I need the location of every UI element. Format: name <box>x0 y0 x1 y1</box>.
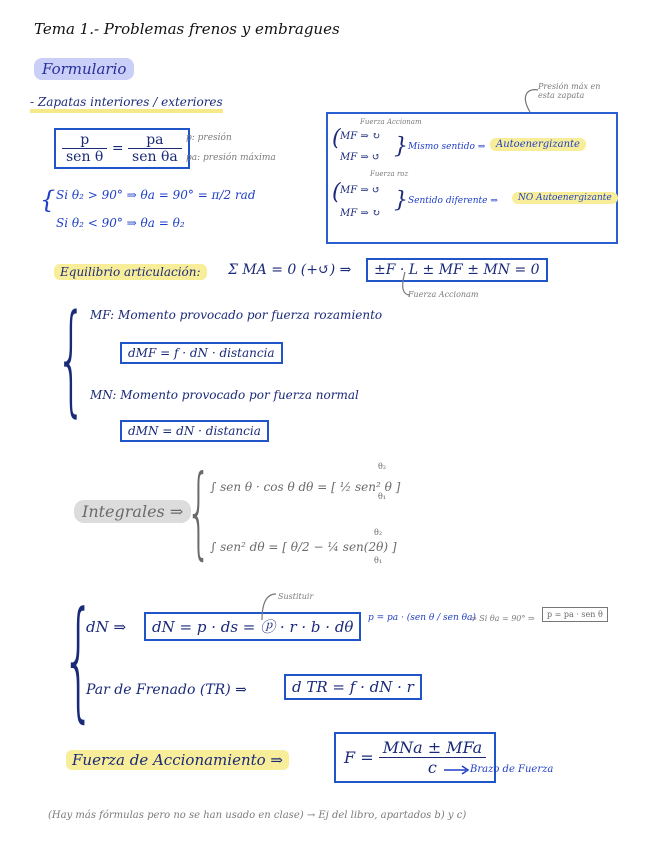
p-case: ⇒ Si θa = 90° ⇒ <box>470 614 535 623</box>
zapatas-heading: - Zapatas interiores / exteriores <box>30 95 223 113</box>
pressure-ratio-box: $\frac{p}{\text{sen θ}}$ = $\frac{pa}{\text{sen θa}}$ <box>54 128 190 169</box>
case-2: Si θ₂ < 90° ⇒ θa = θ₂ <box>56 216 185 230</box>
sustituir-note: Sustituir <box>278 592 314 601</box>
ratio-den2: sen θa <box>132 149 178 165</box>
brace-right2: } <box>394 188 408 213</box>
brace-right1: } <box>394 134 408 159</box>
cases-brace: { <box>40 186 56 214</box>
moments-brace: { <box>56 290 87 429</box>
g1-description: Mismo sentido ⇒ <box>408 142 486 152</box>
par-boxed: d TR = f · dN · r <box>284 674 422 700</box>
g2-mf: MF ⇒ ↺ <box>340 185 381 196</box>
g1-mf: MF ⇒ ↻ <box>340 131 381 142</box>
g2-result: NO Autoenergizante <box>512 192 618 204</box>
g2-description: Sentido diferente ⇒ <box>408 196 498 206</box>
p-definition: p: presión <box>186 133 232 143</box>
brazo-note: Brazo de Fuerza <box>470 764 554 775</box>
fuerza-den: c <box>427 758 437 777</box>
footer-note: (Hay más fórmulas pero no se han usado en clase) → Ej del libro, apartados b) y c) <box>48 810 467 821</box>
pa-definition: pa: presión máxima <box>186 153 276 163</box>
g1-result: Autoenergizante <box>490 138 586 151</box>
fuerza-label: Fuerza de Accionamiento ⇒ <box>66 750 289 770</box>
case-1: Si θ₂ > 90° ⇒ θa = 90° = π/2 rad <box>56 188 256 202</box>
lim-high-1: θ₂ <box>378 462 387 471</box>
presion-arrow-icon <box>525 90 538 112</box>
section-formulario: Formulario <box>34 58 134 80</box>
integral-2: ∫ sen² dθ = [ θ/2 − ¼ sen(2θ) ] <box>210 540 397 554</box>
accionam-arrow-icon <box>403 272 410 295</box>
integrales-label: Integrales ⇒ <box>74 500 191 523</box>
equilibrio-boxed: ±F · L ± MF ± MN = 0 <box>366 258 548 282</box>
lim-low-2: θ₁ <box>374 556 383 565</box>
presion-max-note: Presión máx en esta zapata <box>538 82 601 100</box>
mf-formula: dMF = f · dN · distancia <box>120 342 283 364</box>
g2-mn: MF ⇒ ↻ <box>340 208 381 219</box>
p-boxed: p = pa · sen θ <box>542 607 608 622</box>
g1-mn: MF ⇒ ↺ <box>340 152 381 163</box>
mn-formula: dMN = dN · distancia <box>120 420 269 442</box>
brace-group2: ( <box>332 180 341 205</box>
fuerza-roz-label: Fuerza roz <box>370 170 409 178</box>
brace-group1: ( <box>332 126 341 151</box>
equilibrio-note: Fuerza Accionam <box>408 290 479 299</box>
dn-label: dN ⇒ <box>86 618 127 636</box>
dn-boxed: dN = p · ds = ⓟ · r · b · dθ <box>144 612 361 641</box>
par-label: Par de Frenado (TR) ⇒ <box>86 682 247 698</box>
integral-1: ∫ sen θ · cos θ dθ = [ ½ sen² θ ] <box>210 480 401 494</box>
fuerza-num: MNa ± MFa <box>379 738 486 758</box>
mf-title: MF: Momento provocado por fuerza rozamiento <box>90 308 383 322</box>
ratio-num1: p <box>62 132 107 149</box>
lim-low-1: θ₁ <box>378 492 387 501</box>
page-title: Tema 1.- Problemas frenos y embragues <box>34 20 340 38</box>
fuerza-lhs: F = <box>344 748 374 767</box>
lim-high-2: θ₂ <box>374 528 383 537</box>
equilibrio-equation: Σ MA = 0 (+↺) ⇒ <box>228 262 352 278</box>
p-expression: p = pa · (sen θ / sen θa) <box>368 613 476 623</box>
integrales-brace: { <box>186 453 212 570</box>
mn-title: MN: Momento provocado por fuerza normal <box>90 388 359 402</box>
fuerza-accionam-label: Fuerza Accionam <box>360 118 422 126</box>
dn-par-brace: { <box>62 583 96 735</box>
equilibrio-label: Equilibrio articulación: <box>54 264 207 280</box>
ratio-den1: sen θ <box>66 149 104 165</box>
ratio-num2: pa <box>128 132 182 149</box>
sustituir-arrow-icon <box>262 594 276 620</box>
